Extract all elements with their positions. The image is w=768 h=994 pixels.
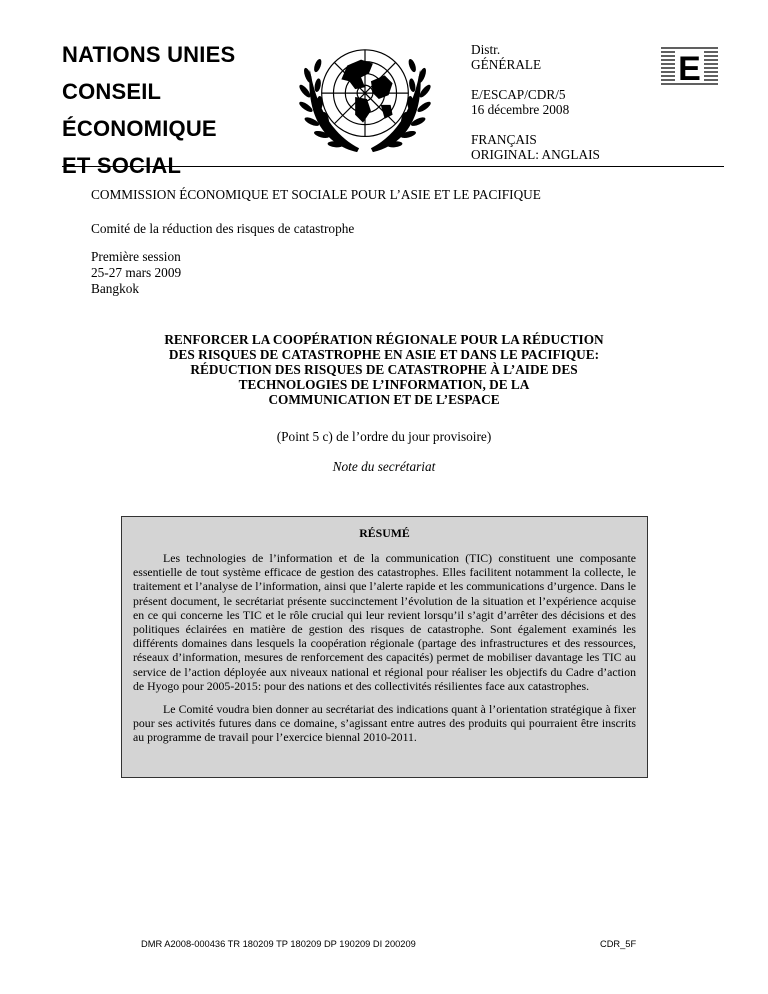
distr-value: GÉNÉRALE: [471, 57, 542, 72]
title-line: TECHNOLOGIES DE L’INFORMATION, DE LA: [238, 377, 530, 392]
committee-name: Comité de la réduction des risques de catastrophe: [91, 221, 355, 236]
agenda-item: (Point 5 c) de l’ordre du jour provisoire): [276, 429, 492, 444]
document-language: FRANÇAIS: [471, 132, 537, 147]
document-title: [92, 332, 676, 407]
un-emblem-icon: [296, 36, 434, 164]
org-line: ET SOCIAL: [62, 153, 182, 178]
session-name: Première session: [91, 249, 181, 264]
title-line: DES RISQUES DE CATASTROPHE EN ASIE ET DANS LE PACIFIQUE:: [168, 347, 600, 362]
footer-file-code: CDR_5F: [600, 939, 637, 949]
organization-title: [62, 36, 302, 184]
summary-heading: RÉSUMÉ: [359, 526, 410, 540]
title-line: COMMUNICATION ET DE L’ESPACE: [268, 392, 500, 407]
commission-name: COMMISSION ÉCONOMIQUE ET SOCIALE POUR L’ASIE ET LE PACIFIQUE: [91, 187, 541, 202]
session-dates: 25-27 mars 2009: [91, 265, 182, 280]
summary-paragraph: Les technologies de l’information et de la communication (TIC) constituent une composante essentielle de tout système efficace de gestion des catastrophes. Elles facilitent notamment la collecte, le traitement et l’analyse de l’information, ainsi que l’alerte rapide et les communications d’urgence. Dans le présent document, le secrétariat présente succinctement l’évolution de la situation et l’expérience acquise en ce qui concerne les TIC et le rôle crucial qui leur revient lorsqu’il s’agit d’arrêter des décisions et des politiques éclairées en matière de gestion des risques de catastrophe. Sont également examinés les différents domaines dans lesquels la coopération régionale (partage des infrastructures et des ressources, réseaux d’information, mesures de renforcement des capacités) permet de mobiliser davantage les TIC au service de l’action déployée aux niveaux national et régional pour réaliser les objectifs du Cadre d’action de Hyogo pour 2005-2015: pour des nations et des collectivités résilientes face aux catastrophes.: [133, 551, 636, 693]
e-logo-icon: [661, 46, 718, 88]
summary-box: [121, 516, 648, 778]
title-line: RENFORCER LA COOPÉRATION RÉGIONALE POUR LA RÉDUCTION: [164, 332, 604, 347]
summary-paragraph: Le Comité voudra bien donner au secrétariat des indications quant à l’orientation stratégique à fixer pour ses activités futures dans ce domaine, s’agissant entre autres des produits qui pourraient être inscrits au programme de travail pour l’exercice biennal 2010-2011.: [133, 702, 636, 745]
org-line: CONSEIL: [62, 79, 162, 104]
distr-label: Distr.: [471, 42, 501, 57]
session-place: Bangkok: [91, 281, 140, 296]
org-line: NATIONS UNIES: [62, 42, 236, 67]
e-logo-letter: E: [678, 50, 701, 88]
title-line: RÉDUCTION DES RISQUES DE CATASTROPHE À L’AIDE DES: [190, 362, 578, 377]
document-metadata: [471, 42, 661, 177]
secretariat-note: Note du secrétariat: [332, 459, 436, 474]
session-info: [91, 249, 181, 297]
original-language: ORIGINAL: ANGLAIS: [471, 147, 600, 162]
header-divider: [62, 166, 724, 167]
document-symbol: E/ESCAP/CDR/5: [471, 87, 566, 102]
org-line: ÉCONOMIQUE: [62, 116, 217, 141]
document-date: 16 décembre 2008: [471, 102, 570, 117]
footer-job-code: DMR A2008-000436 TR 180209 TP 180209 DP 190209 DI 200209: [141, 939, 416, 949]
